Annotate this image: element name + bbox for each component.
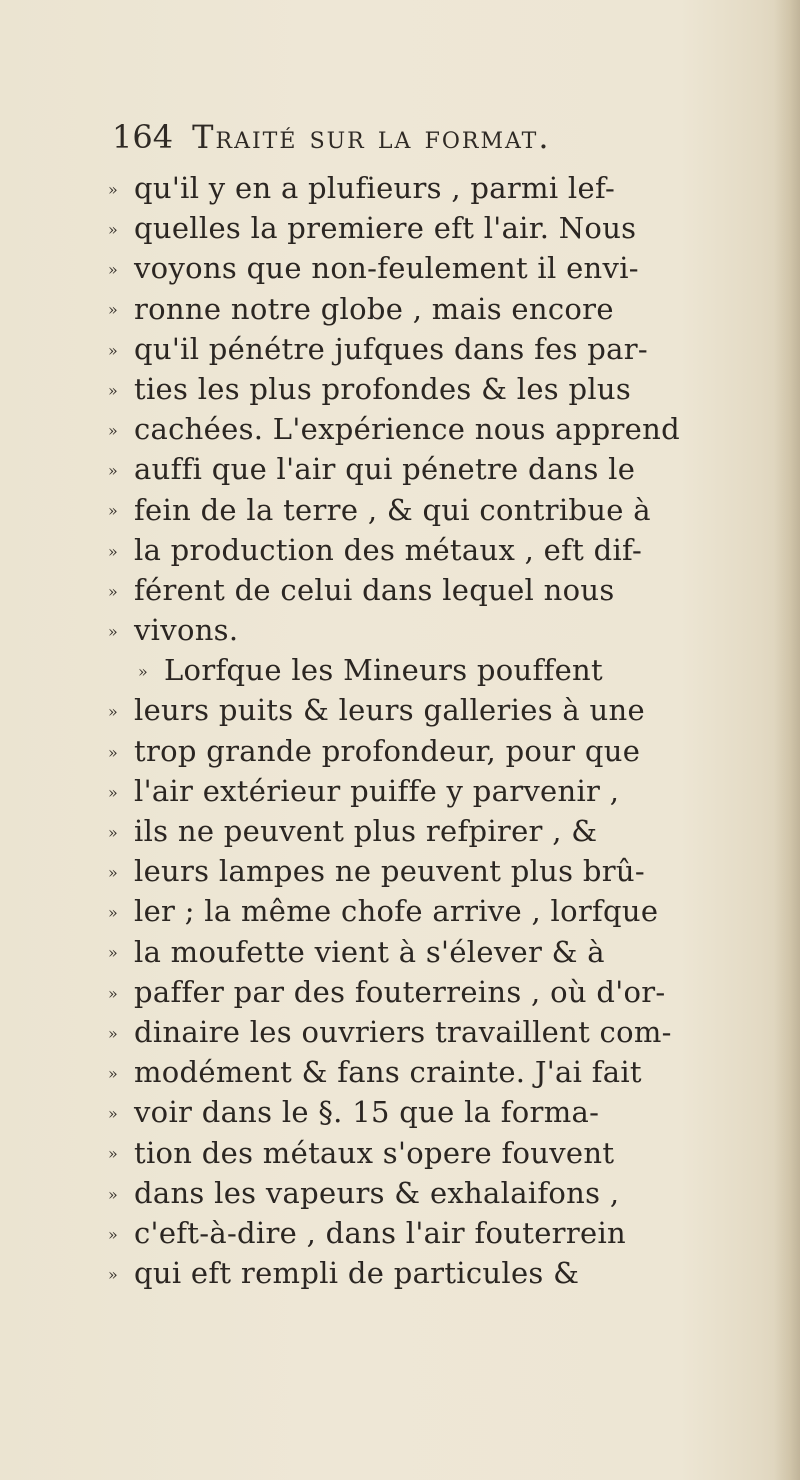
text-line — [108, 369, 778, 409]
line-text: fein de la terre , & qui contribue à — [134, 492, 651, 527]
text-line — [108, 329, 778, 369]
quote-mark: » — [108, 702, 119, 722]
text-line — [108, 490, 778, 530]
text-line — [108, 690, 778, 730]
text-line — [108, 1253, 778, 1293]
page-number: 164 — [112, 118, 174, 156]
body-text — [108, 168, 778, 1293]
text-line — [108, 771, 778, 811]
line-text: ties les plus profondes & les plus — [134, 371, 632, 406]
quote-mark: » — [108, 501, 119, 521]
line-text: la production des métaux , eft dif- — [134, 532, 643, 567]
quote-mark: » — [108, 1224, 119, 1244]
line-text: trop grande profondeur, pour que — [134, 733, 641, 768]
text-line — [108, 570, 778, 610]
line-text: voir dans le §. 15 que la forma- — [134, 1095, 600, 1130]
line-text: l'air extérieur puiffe y parvenir , — [134, 773, 620, 808]
quote-mark: » — [108, 1264, 119, 1284]
line-text: férent de celui dans lequel nous — [134, 572, 615, 607]
quote-mark: » — [108, 220, 119, 240]
text-line — [108, 932, 778, 972]
line-text: ronne notre globe , mais encore — [134, 291, 614, 326]
text-line — [108, 1173, 778, 1213]
text-line — [108, 289, 778, 329]
text-line — [108, 409, 778, 449]
quote-mark: » — [108, 1144, 119, 1164]
quote-mark: » — [108, 380, 119, 400]
line-text: cachées. L'expérience nous apprend — [134, 412, 680, 447]
quote-mark: » — [108, 1064, 119, 1084]
text-line — [108, 1092, 778, 1132]
text-line — [108, 1052, 778, 1092]
text-line — [108, 1012, 778, 1052]
quote-mark: » — [108, 1023, 119, 1043]
line-text: dinaire les ouvriers travaillent com- — [134, 1014, 672, 1049]
quote-mark: » — [108, 822, 119, 842]
quote-mark: » — [108, 943, 119, 963]
quote-mark: » — [108, 1104, 119, 1124]
line-text: leurs lampes ne peuvent plus brû- — [134, 854, 645, 889]
quote-mark: » — [108, 782, 119, 802]
quote-mark: » — [108, 863, 119, 883]
text-line — [108, 168, 778, 208]
line-text: ler ; la même chofe arrive , lorfque — [134, 894, 659, 929]
quote-mark: » — [108, 461, 119, 481]
text-line — [108, 811, 778, 851]
text-line — [108, 610, 778, 650]
text-line — [108, 650, 778, 690]
quote-mark: » — [108, 340, 119, 360]
quote-mark: » — [108, 300, 119, 320]
line-text: Lorfque les Mineurs pouffent — [164, 653, 603, 688]
line-text: ils ne peuvent plus refpirer , & — [134, 814, 598, 848]
quote-mark: » — [108, 421, 119, 441]
quote-mark: » — [108, 742, 119, 762]
line-text: auffi que l'air qui pénetre dans le — [134, 452, 636, 487]
quote-mark: » — [138, 662, 149, 682]
line-text: qu'il pénétre jufques dans fes par- — [134, 331, 648, 366]
line-text: la moufette vient à s'élever & à — [134, 934, 605, 969]
quote-mark: » — [108, 1184, 119, 1204]
quote-mark: » — [108, 903, 119, 923]
quote-mark: » — [108, 621, 119, 641]
line-text: c'eft-à-dire , dans l'air fouterrein — [134, 1215, 627, 1250]
page-header — [112, 118, 551, 156]
text-line — [108, 1133, 778, 1173]
text-line — [108, 208, 778, 248]
quote-mark: » — [108, 581, 119, 601]
text-line — [108, 449, 778, 489]
line-text: paffer par des fouterreins , où d'or- — [134, 974, 666, 1009]
line-text: quelles la premiere eft l'air. Nous — [134, 211, 637, 246]
line-text: tion des métaux s'opere fouvent — [134, 1135, 615, 1170]
line-text: qui eft rempli de particules & — [134, 1256, 580, 1291]
text-line — [108, 891, 778, 931]
text-line — [108, 731, 778, 771]
text-line — [108, 248, 778, 288]
quote-mark: » — [108, 179, 119, 199]
line-text: vivons. — [134, 613, 239, 648]
text-line — [108, 851, 778, 891]
text-line — [108, 530, 778, 570]
line-text: leurs puits & leurs galleries à une — [134, 693, 645, 728]
text-line — [108, 1213, 778, 1253]
running-title: Traité sur la format. — [192, 118, 551, 156]
line-text: qu'il y en a plufieurs , parmi lef- — [134, 171, 616, 205]
quote-mark: » — [108, 983, 119, 1003]
line-text: voyons que non-feulement il envi- — [134, 251, 639, 286]
line-text: dans les vapeurs & exhalaifons , — [134, 1175, 620, 1210]
quote-mark: » — [108, 541, 119, 561]
quote-mark: » — [108, 260, 119, 280]
text-line — [108, 972, 778, 1012]
line-text: modément & fans crainte. J'ai fait — [134, 1055, 642, 1090]
